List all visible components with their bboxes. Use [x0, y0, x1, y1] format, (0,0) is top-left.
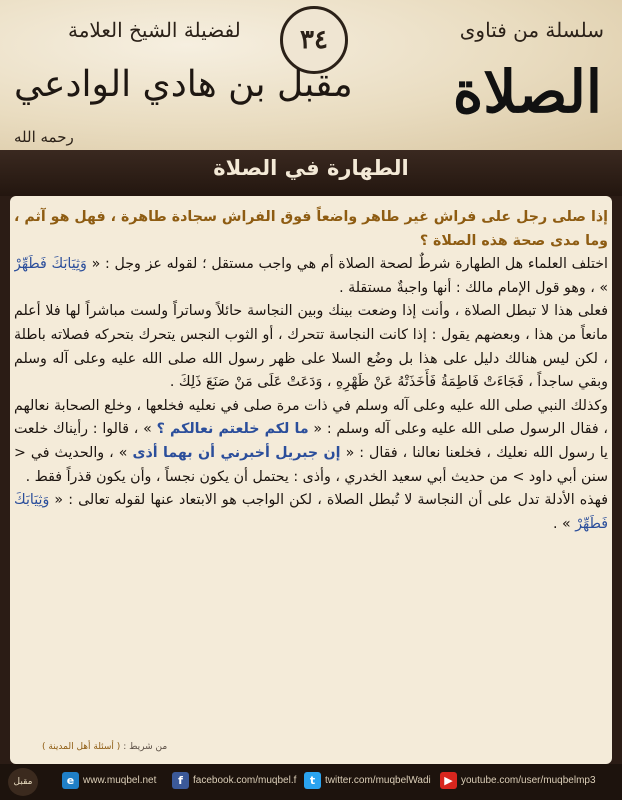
subtitle: الطهارة في الصلاة	[213, 156, 409, 180]
footer-link-youtube[interactable]	[440, 772, 596, 789]
source-name: ( أسئلة أهل المدينة )	[42, 742, 121, 752]
rahimahu-label: رحمه الله	[14, 128, 74, 146]
answer-paragraph-1	[14, 253, 608, 300]
source-label: من شريط :	[123, 742, 168, 752]
footer-link-text: facebook.com/muqbel.f	[193, 775, 297, 786]
fatwa-text	[14, 206, 608, 760]
answer-text: » ، قالوا : رأيناك خلعت يا رسول الله نعليك ، فخلعنا نعالنا ، فقال : «	[14, 421, 608, 461]
fatwa-number-badge: ٣٤	[280, 6, 348, 74]
footer-link-twitter[interactable]	[304, 772, 431, 789]
answer-text: » .	[552, 515, 571, 532]
answer-text: فهذه الأدلة تدل على أن النجاسة لا تُبطل الصلاة ، لكن الواجب هو الابتعاد عنها لقوله تعالى : «	[54, 492, 608, 509]
web-icon: e	[62, 772, 79, 789]
answer-paragraph-2	[14, 300, 608, 394]
quran-verse: وَثِيَابَكَ فَطَهِّرْ	[14, 256, 87, 273]
footer-link-facebook[interactable]	[172, 772, 296, 789]
footer-link-website[interactable]	[62, 772, 156, 789]
answer-text: اختلف العلماء هل الطهارة شرطٌ لصحة الصلاة أم هي واجب مستقل ؛ لقوله عز وجل : «	[91, 256, 608, 273]
hadith-quote: إن جبريل أخبرني أن بهما أذى	[132, 444, 341, 461]
answer-text: وكذلك النبي صلى الله عليه وعلى آله وسلم في ذات مرة صلى في نعليه فخلعها ، وخلع الصحابة نعالهم ، فقال الرسول صلى الله عليه وعلى آله وسلم : «	[14, 397, 608, 438]
page-title: الصلاة	[452, 58, 602, 126]
footer-link-text: www.muqbel.net	[83, 775, 157, 786]
question-text: إذا صلى رجل على فراش غير طاهر واضعاً فوق الفراش سجادة طاهرة ، فهل هو آثم ، وما مدى صحة هذه الصلاة ؟	[14, 209, 608, 249]
footer-link-text: youtube.com/user/muqbelmp3	[461, 775, 596, 786]
answer-text: » ، وهو قول الإمام مالك : أنها واجبةٌ مستقلة .	[339, 279, 608, 296]
source-note	[42, 742, 167, 752]
footer-link-text: twitter.com/muqbelWadi	[325, 775, 431, 786]
sheikh-label: لفضيلة الشيخ العلامة	[68, 18, 241, 42]
hadith-quote: فَجَاءَتْ فَاطِمَةُ فَأَخَذَتْهُ عَنْ ظَهْرِهِ ، وَدَعَتْ عَلَى مَنْ صَنَعَ ذَلِكَ .	[169, 374, 524, 391]
answer-text: » ، والحديث في < سنن أبي داود > من حديث أبي سعيد الخدري ، وأذى : يحتمل أن يكون نجساً ، وأن يكون قذراً فقط .	[14, 444, 608, 485]
answer-paragraph-3	[14, 395, 608, 489]
answer-paragraph-4	[14, 489, 608, 536]
quran-verse: وَثِيَابَكَ فَطَهِّرْ	[14, 492, 608, 532]
twitter-icon: t	[304, 772, 321, 789]
sheikh-name: مقبل بن هادي الوادعي	[14, 64, 353, 105]
youtube-icon: ▶	[440, 772, 457, 789]
hadith-quote: ما لكم خلعتم نعالكم ؟	[156, 421, 309, 438]
facebook-icon: f	[172, 772, 189, 789]
answer-text: فعلى هذا لا تبطل الصلاة ، وأنت إذا وضعت بينك وبين النجاسة حائلاً وساتراً ولست مباشراً لها فلا أعلم مانعاً من هذا ، وبعضهم يقول : إذا كانت النجاسة تتحرك ، أو الثوب النجس يتحرك بتحركه فصلاته باطلة ، لكن ليس هنالك دليل على هذا بل وضُع السلا على ظهر رسول الله صلى الله عليه وعلى آله وسلم وبقي ساجداً ،	[14, 303, 608, 391]
series-title: سلسلة من فتاوى	[459, 18, 604, 42]
site-logo: مقبل	[8, 768, 38, 796]
